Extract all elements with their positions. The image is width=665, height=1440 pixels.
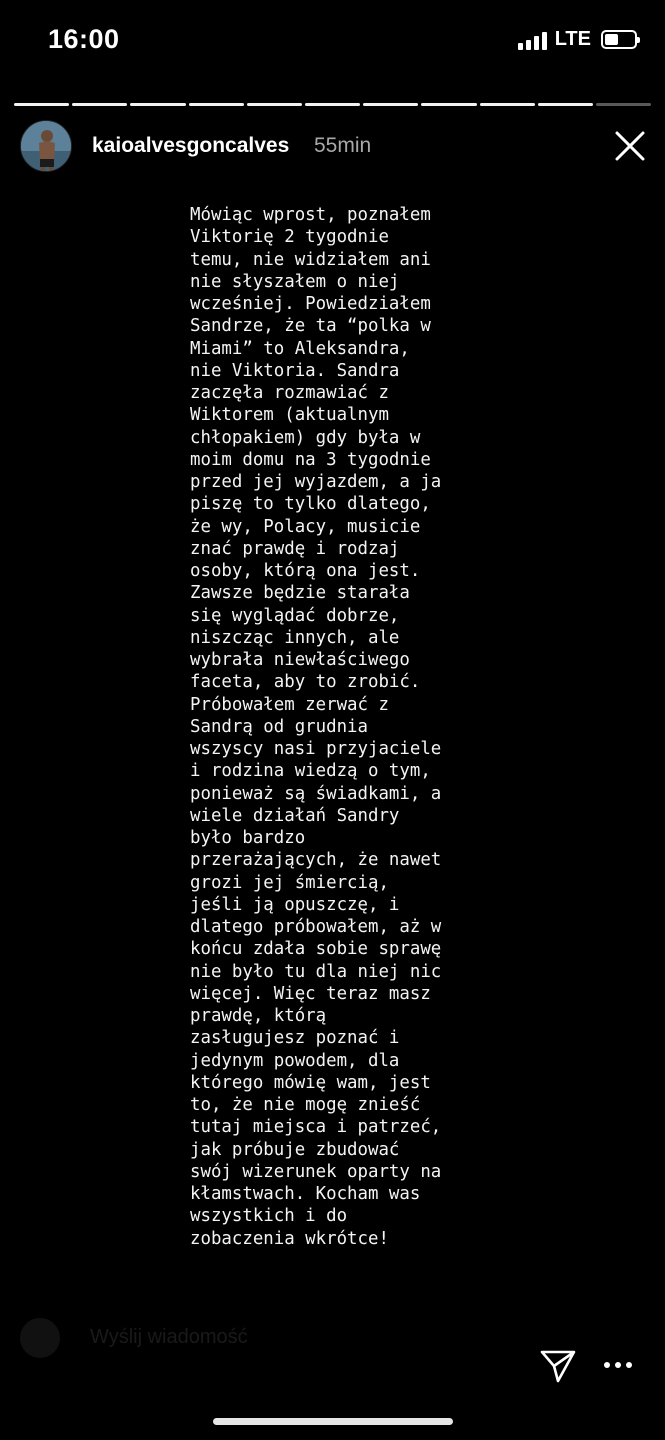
network-type: LTE bbox=[554, 28, 591, 50]
story-line: prawdę, którą bbox=[190, 1006, 327, 1026]
story-line: grozi jej śmiercią, bbox=[190, 872, 389, 893]
story-line: jedynym powodem, dla bbox=[190, 1050, 400, 1071]
progress-segment bbox=[305, 103, 360, 106]
story-line: swój wizerunek oparty na bbox=[190, 1161, 442, 1182]
story-line: końcu zdała sobie sprawę bbox=[190, 939, 442, 960]
story-line: piszę to tylko dlatego, bbox=[190, 494, 431, 515]
progress-segment bbox=[596, 103, 651, 106]
story-line: się wyglądać dobrze, bbox=[190, 605, 400, 626]
story-line: wybrała niewłaściwego bbox=[190, 650, 410, 670]
story-line: Sandrze, że ta “polka w bbox=[190, 316, 431, 337]
story-line: jeśli ją opuszczę, i bbox=[190, 894, 400, 915]
post-time: 55min bbox=[314, 134, 372, 157]
story-line: nie było tu dla niej nic bbox=[190, 961, 442, 982]
story-line: kłamstwach. Kocham was bbox=[190, 1184, 421, 1204]
story-line: zobaczenia wkrótce! bbox=[190, 1228, 389, 1249]
story-line: że wy, Polacy, musicie bbox=[190, 516, 421, 537]
story-line: było bardzo bbox=[190, 828, 306, 848]
story-line: dlatego próbowałem, aż w bbox=[190, 917, 442, 937]
send-button[interactable] bbox=[538, 1348, 578, 1384]
story-line: niszcząc innych, ale bbox=[190, 627, 400, 648]
story-line: przerażających, że nawet bbox=[190, 850, 442, 871]
story-line: chłopakiem) gdy była w bbox=[190, 427, 421, 448]
more-icon bbox=[600, 1353, 636, 1377]
story-line: Sandrą od grudnia bbox=[190, 716, 368, 737]
status-time: 16:00 bbox=[48, 24, 120, 54]
send-icon bbox=[538, 1348, 578, 1384]
progress-segment bbox=[538, 103, 593, 106]
story-line: wiele działań Sandry bbox=[190, 805, 400, 826]
story-line: którego mówię wam, jest bbox=[190, 1072, 431, 1093]
story-header bbox=[20, 120, 650, 172]
username[interactable]: kaioalvesgoncalves bbox=[92, 134, 290, 157]
story-line: Viktorię 2 tygodnie bbox=[190, 227, 389, 248]
story-line: Mówiąc wprost, poznałem bbox=[190, 205, 431, 225]
story-line: Zawsze będzie starała bbox=[190, 583, 410, 604]
story-line: ponieważ są świadkami, a bbox=[190, 783, 442, 804]
story-line: zaczęła rozmawiać z bbox=[190, 383, 389, 403]
progress-segment bbox=[421, 103, 476, 106]
close-icon bbox=[612, 128, 648, 164]
story-line: wszyscy nasi przyjaciele bbox=[190, 739, 442, 759]
home-indicator bbox=[213, 1418, 453, 1425]
story-line: to, że nie mogę znieść bbox=[190, 1095, 421, 1115]
story-progress-bar bbox=[14, 103, 651, 106]
reply-input[interactable]: Wyślij wiadomość bbox=[90, 1326, 248, 1348]
battery-icon bbox=[601, 30, 637, 49]
progress-segment bbox=[247, 103, 302, 106]
story-line: więcej. Więc teraz masz bbox=[190, 983, 431, 1004]
story-line: nie Viktoria. Sandra bbox=[190, 360, 400, 381]
more-options-button[interactable] bbox=[600, 1353, 636, 1377]
story-line: tutaj miejsca i patrzeć, bbox=[190, 1117, 442, 1138]
story-line: przed jej wyjazdem, a ja bbox=[190, 472, 442, 492]
avatar[interactable] bbox=[20, 120, 72, 172]
story-line: wcześniej. Powiedziałem bbox=[190, 294, 431, 314]
story-line: faceta, aby to zrobić. bbox=[190, 672, 421, 693]
progress-segment bbox=[72, 103, 127, 106]
story-text bbox=[190, 204, 520, 1250]
progress-segment bbox=[130, 103, 185, 106]
reply-avatar bbox=[20, 1318, 60, 1358]
signal-icon bbox=[518, 30, 547, 50]
story-line: nie słyszałem o niej bbox=[190, 271, 400, 292]
story-line: zasługujesz poznać i bbox=[190, 1028, 400, 1049]
progress-segment bbox=[363, 103, 418, 106]
story-line: Wiktorem (aktualnym bbox=[190, 405, 389, 426]
status-indicators bbox=[518, 28, 637, 51]
progress-segment bbox=[189, 103, 244, 106]
story-line: znać prawdę i rodzaj bbox=[190, 538, 400, 559]
status-bar bbox=[0, 0, 665, 80]
story-line: temu, nie widziałem ani bbox=[190, 249, 431, 270]
story-line: jak próbuje zbudować bbox=[190, 1139, 400, 1160]
progress-segment bbox=[14, 103, 69, 106]
story-line: moim domu na 3 tygodnie bbox=[190, 449, 431, 470]
close-button[interactable] bbox=[612, 128, 648, 164]
story-line: Miami” to Aleksandra, bbox=[190, 338, 410, 359]
progress-segment bbox=[480, 103, 535, 106]
story-line: wszystkich i do bbox=[190, 1206, 348, 1227]
story-line: Próbowałem zerwać z bbox=[190, 694, 389, 715]
story-line: osoby, którą ona jest. bbox=[190, 561, 421, 581]
story-line: i rodzina wiedzą o tym, bbox=[190, 761, 431, 782]
